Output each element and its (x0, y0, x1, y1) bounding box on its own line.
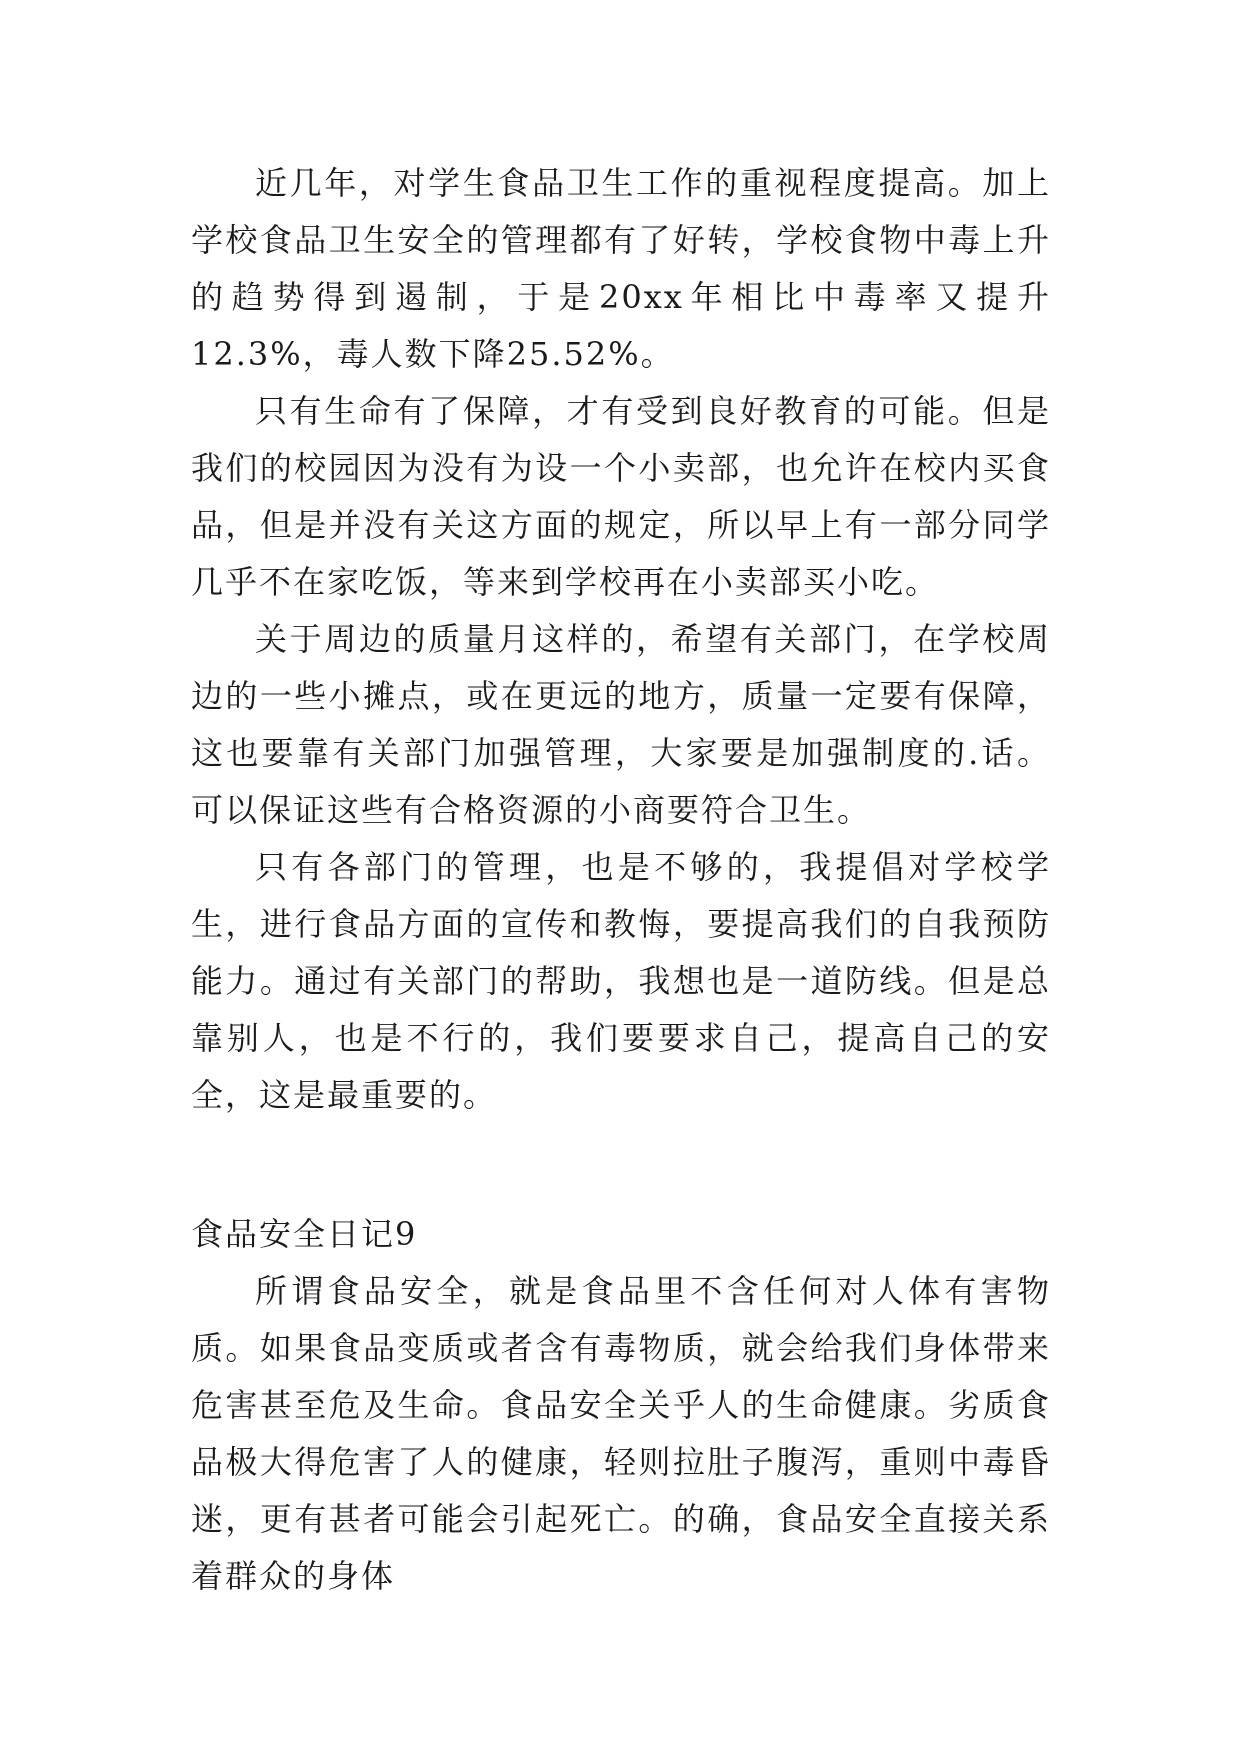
paragraph-3: 关于周边的质量月这样的，希望有关部门，在学校周边的一些小摊点，或在更远的地方，质量一定要有保障，这也要靠有关部门加强管理，大家要是加强制度的.话。可以保证这些有合格资源的小商要符合卫生。 (191, 620, 1051, 829)
paragraph-5: 所谓食品安全，就是食品里不含任何对人体有害物质。如果食品变质或者含有毒物质，就会给我们身体带来危害甚至危及生命。食品安全关乎人的生命健康。劣质食品极大得危害了人的健康，轻则拉肚子腹泻，重则中毒昏迷，更有甚者可能会引起死亡。的确，食品安全直接关系着群众的身体 (191, 1272, 1051, 1595)
paragraph-2: 只有生命有了保障，才有受到良好教育的可能。但是我们的校园因为没有为设一个小卖部，也允许在校内买食品，但是并没有关这方面的规定，所以早上有一部分同学几乎不在家吃饭，等来到学校再在小卖部买小吃。 (191, 392, 1051, 601)
document-body (191, 155, 1051, 1605)
section-heading: 食品安全日记9 (191, 1215, 418, 1253)
section-gap (191, 1124, 1051, 1206)
paragraph-1: 近几年，对学生食品卫生工作的重视程度提高。加上学校食品卫生安全的管理都有了好转，学校食物中毒上升的趋势得到遏制，于是20xx年相比中毒率又提升12.3%，毒人数下降25.52%。 (191, 164, 1051, 373)
paragraph-4: 只有各部门的管理，也是不够的，我提倡对学校学生，进行食品方面的宣传和教悔，要提高我们的自我预防能力。通过有关部门的帮助，我想也是一道防线。但是总靠别人，也是不行的，我们要要求自己，提高自己的安全，这是最重要的。 (191, 848, 1051, 1114)
